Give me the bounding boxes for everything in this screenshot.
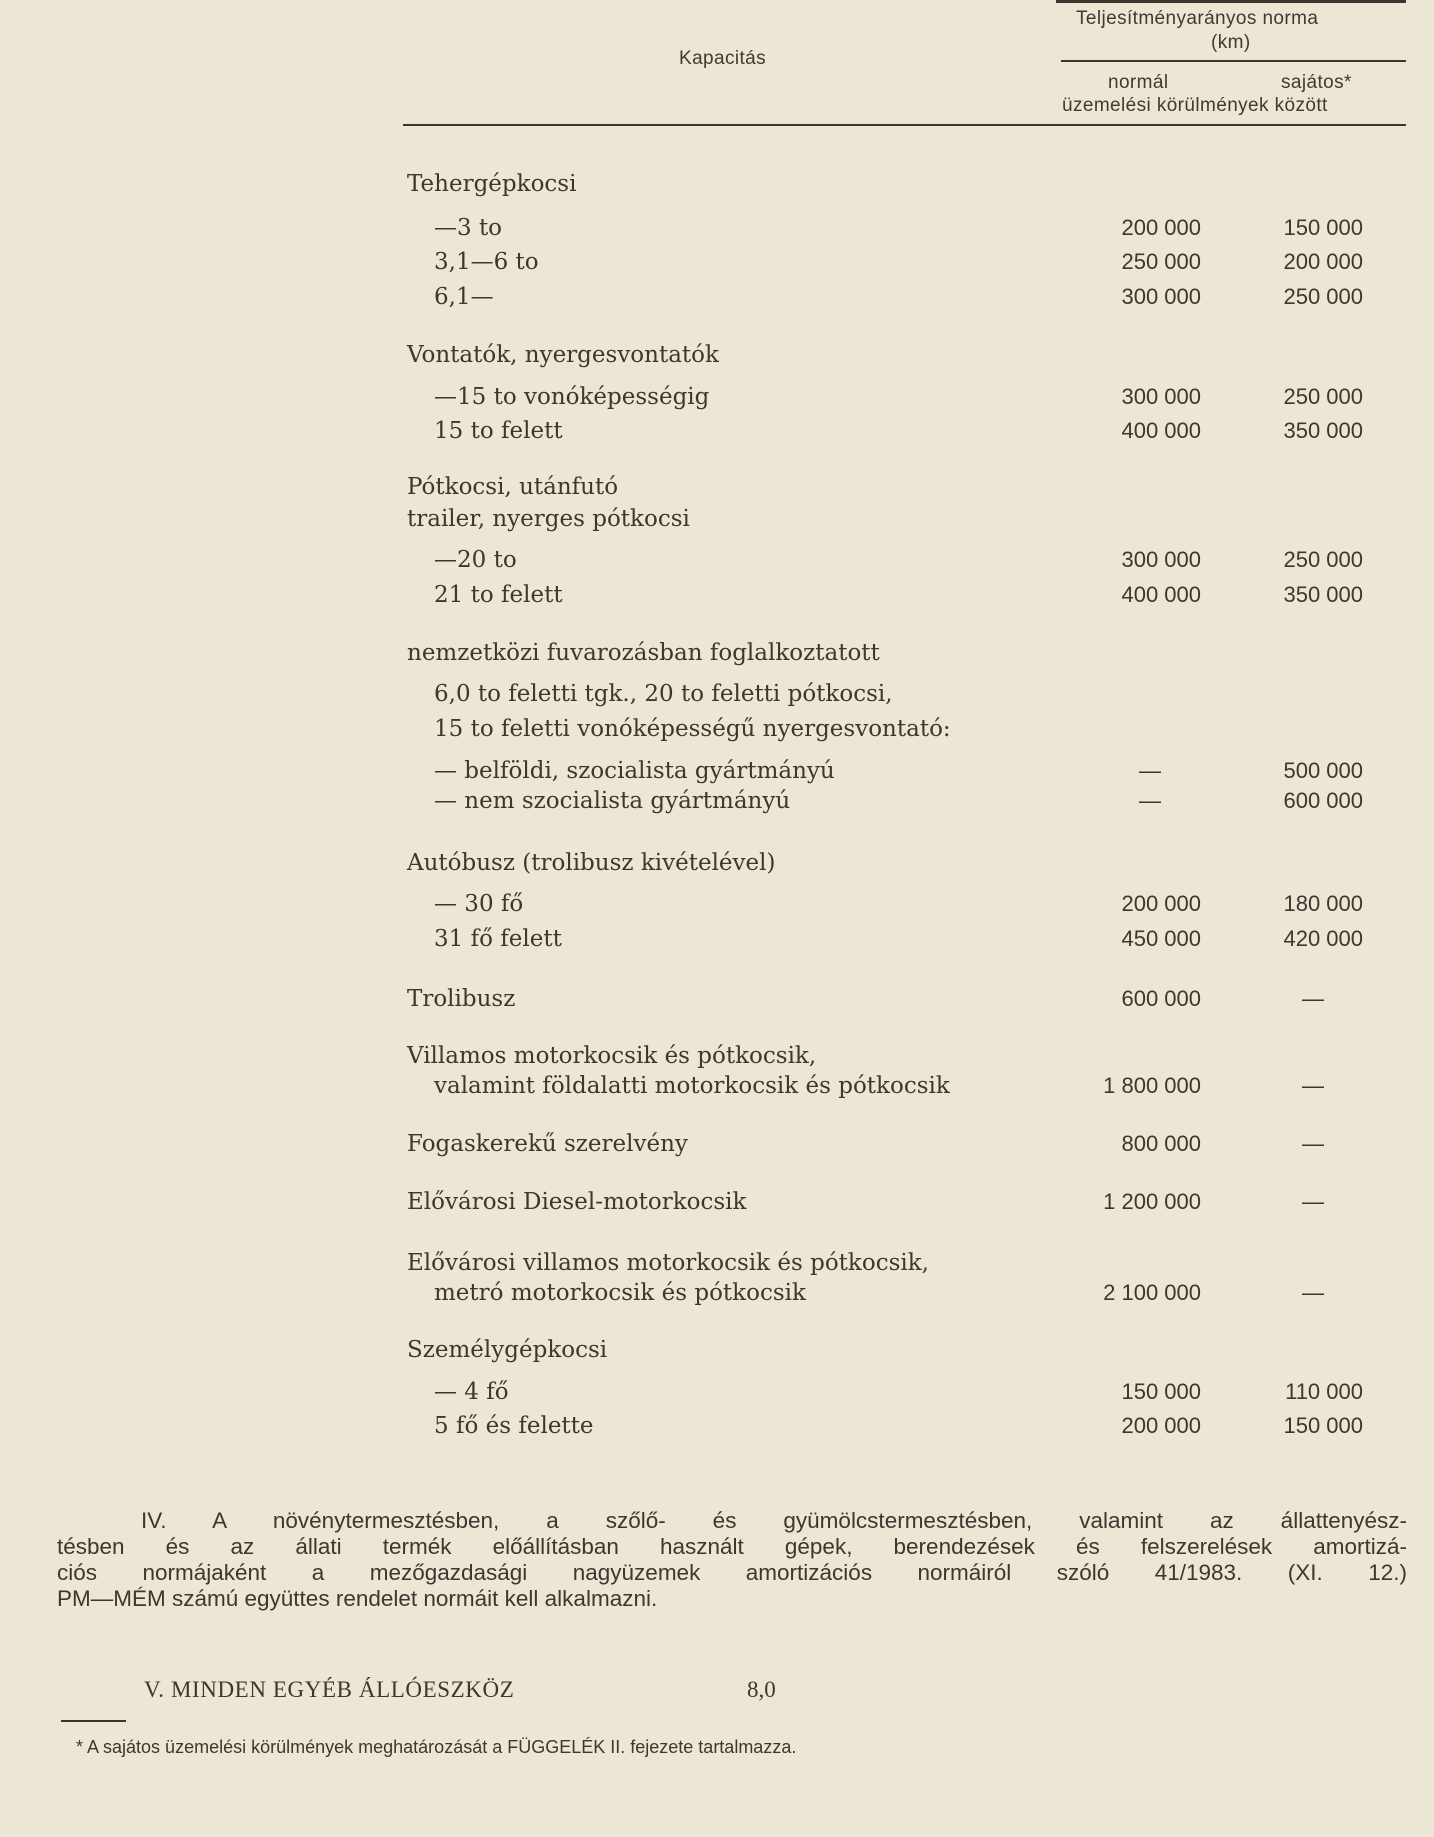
table-row [0, 502, 1434, 536]
row-label: Személygépkocsi [407, 1337, 608, 1363]
table-row [0, 414, 1434, 448]
normal-value: 2 100 000 [1103, 1280, 1201, 1305]
col-normal-label: normál [1108, 72, 1169, 93]
section-iv-line: IV. A növénytermesztésben, a szőlő- és gyümölcstermesztésben, valamint az állattenyész- [141, 1508, 1407, 1533]
row-label: — 30 fő [434, 891, 524, 917]
table-row [0, 636, 1434, 670]
special-value: 500 000 [1283, 758, 1363, 783]
row-label: 6,0 to feletti tgk., 20 to feletti pótkocsi, [434, 681, 893, 707]
row-label: metró motorkocsik és pótkocsik [434, 1280, 806, 1306]
special-value: 420 000 [1283, 926, 1363, 951]
special-value: 250 000 [1283, 384, 1363, 409]
table-row [0, 338, 1434, 372]
footnote-text: * A sajátos üzemelési körülmények meghatározását a FÜGGELÉK II. fejezete tartalmazza. [76, 1737, 797, 1757]
section-v-value: 8,0 [747, 1677, 776, 1702]
table-row [0, 1185, 1434, 1219]
normal-value: 300 000 [1121, 384, 1201, 409]
normal-value: 300 000 [1121, 547, 1201, 572]
normal-value: 600 000 [1121, 986, 1201, 1011]
section-iv-line: ciós normájaként a mezőgazdasági nagyüzemek amortizációs normáiról szóló 41/1983. (XI. 12.) [57, 1560, 1407, 1585]
table-row [0, 712, 1434, 746]
table-row [0, 1039, 1434, 1073]
special-value: 150 000 [1283, 215, 1363, 240]
row-label: Autóbusz (trolibusz kivételével) [407, 850, 776, 876]
table-row [0, 922, 1434, 956]
table-row [0, 245, 1434, 279]
row-label: —3 to [434, 215, 503, 241]
norm-title: Teljesítményarányos norma [1076, 8, 1319, 29]
special-value: — [1302, 1280, 1324, 1305]
special-value: 350 000 [1283, 418, 1363, 443]
special-value: 180 000 [1283, 891, 1363, 916]
row-label: — 4 fő [434, 1379, 509, 1405]
special-value: 350 000 [1283, 582, 1363, 607]
normal-value: 200 000 [1121, 1413, 1201, 1438]
table-row [0, 470, 1434, 504]
special-value: 150 000 [1283, 1413, 1363, 1438]
row-label: 6,1— [434, 284, 494, 310]
special-value: 110 000 [1285, 1379, 1363, 1404]
table-row [0, 1246, 1434, 1280]
table-row [0, 280, 1434, 314]
normal-value: 1 800 000 [1103, 1073, 1201, 1098]
normal-value: 300 000 [1121, 284, 1201, 309]
table-row [0, 543, 1434, 577]
normal-value: — [1139, 758, 1161, 783]
normal-value: 200 000 [1121, 891, 1201, 916]
table-row [0, 1127, 1434, 1161]
col-special-label: sajátos* [1281, 72, 1352, 93]
row-label: valamint földalatti motorkocsik és pótkocsik [434, 1073, 950, 1099]
row-label: 15 to feletti vonóképességű nyergesvontató: [434, 716, 951, 742]
normal-value: 450 000 [1121, 926, 1201, 951]
row-label: Elővárosi villamos motorkocsik és pótkocsik, [407, 1250, 929, 1276]
header-mid-rule [1061, 60, 1406, 62]
special-value: 250 000 [1283, 284, 1363, 309]
normal-value: 1 200 000 [1103, 1189, 1201, 1214]
row-label: —20 to [434, 547, 517, 573]
row-label: trailer, nyerges pótkocsi [407, 506, 690, 532]
row-label: Trolibusz [407, 986, 516, 1012]
table-row [0, 211, 1434, 245]
normal-value: 150 000 [1121, 1379, 1201, 1404]
normal-value: 800 000 [1121, 1131, 1201, 1156]
special-value: — [1302, 1131, 1324, 1156]
row-label: Tehergépkocsi [407, 171, 577, 197]
section-iv-line: tésben és az állati termék előállításban használt gépek, berendezések és felszerelések amortizá- [57, 1534, 1407, 1559]
special-value: 600 000 [1283, 788, 1363, 813]
row-label: Pótkocsi, utánfutó [407, 474, 619, 500]
row-label: Fogaskerekű szerelvény [407, 1131, 688, 1157]
row-label: 5 fő és felette [434, 1413, 594, 1439]
special-value: 200 000 [1283, 249, 1363, 274]
header-bottom-rule [403, 124, 1406, 126]
col-context-label: üzemelési körülmények között [1062, 95, 1328, 116]
special-value: — [1302, 986, 1324, 1011]
row-label: Villamos motorkocsik és pótkocsik, [407, 1043, 817, 1069]
section-v-label: V. MINDEN EGYÉB ÁLLÓESZKÖZ [144, 1677, 515, 1702]
row-label: nemzetközi fuvarozásban foglalkoztatott [407, 640, 880, 666]
normal-value: — [1139, 788, 1161, 813]
section-iv-paragraph [57, 1508, 1407, 1612]
normal-value: 400 000 [1121, 582, 1201, 607]
table-row [0, 1375, 1434, 1409]
normal-value: 400 000 [1121, 418, 1201, 443]
row-label: —15 to vonóképességig [434, 384, 710, 410]
table-row [0, 1069, 1434, 1103]
table-row [0, 846, 1434, 880]
row-label: Vontatók, nyergesvontatók [407, 342, 719, 368]
table-row [0, 754, 1434, 788]
header-top-rule [1056, 0, 1406, 3]
table-row [0, 784, 1434, 818]
table-row [0, 1333, 1434, 1367]
section-iv-line: PM—MÉM számú együttes rendelet normáit kell alkalmazni. [57, 1586, 658, 1611]
table-row [0, 677, 1434, 711]
special-value: — [1302, 1073, 1324, 1098]
row-label: 21 to felett [434, 582, 563, 608]
table-row [0, 380, 1434, 414]
row-label: Elővárosi Diesel-motorkocsik [407, 1189, 747, 1215]
special-value: — [1302, 1189, 1324, 1214]
norm-unit: (km) [1211, 32, 1251, 53]
table-row [0, 982, 1434, 1016]
row-label: — belföldi, szocialista gyártmányú [434, 758, 835, 784]
row-label: — nem szocialista gyártmányú [434, 788, 791, 814]
normal-value: 200 000 [1121, 215, 1201, 240]
table-row [0, 167, 1434, 201]
row-label: 31 fő felett [434, 926, 562, 952]
footnote-rule [61, 1720, 126, 1722]
table-row [0, 1276, 1434, 1310]
row-label: 3,1—6 to [434, 249, 539, 275]
table-row [0, 578, 1434, 612]
row-label: 15 to felett [434, 418, 563, 444]
normal-value: 250 000 [1121, 249, 1201, 274]
table-row [0, 887, 1434, 921]
table-row [0, 1409, 1434, 1443]
special-value: 250 000 [1283, 547, 1363, 572]
capacity-label: Kapacitás [679, 48, 767, 69]
